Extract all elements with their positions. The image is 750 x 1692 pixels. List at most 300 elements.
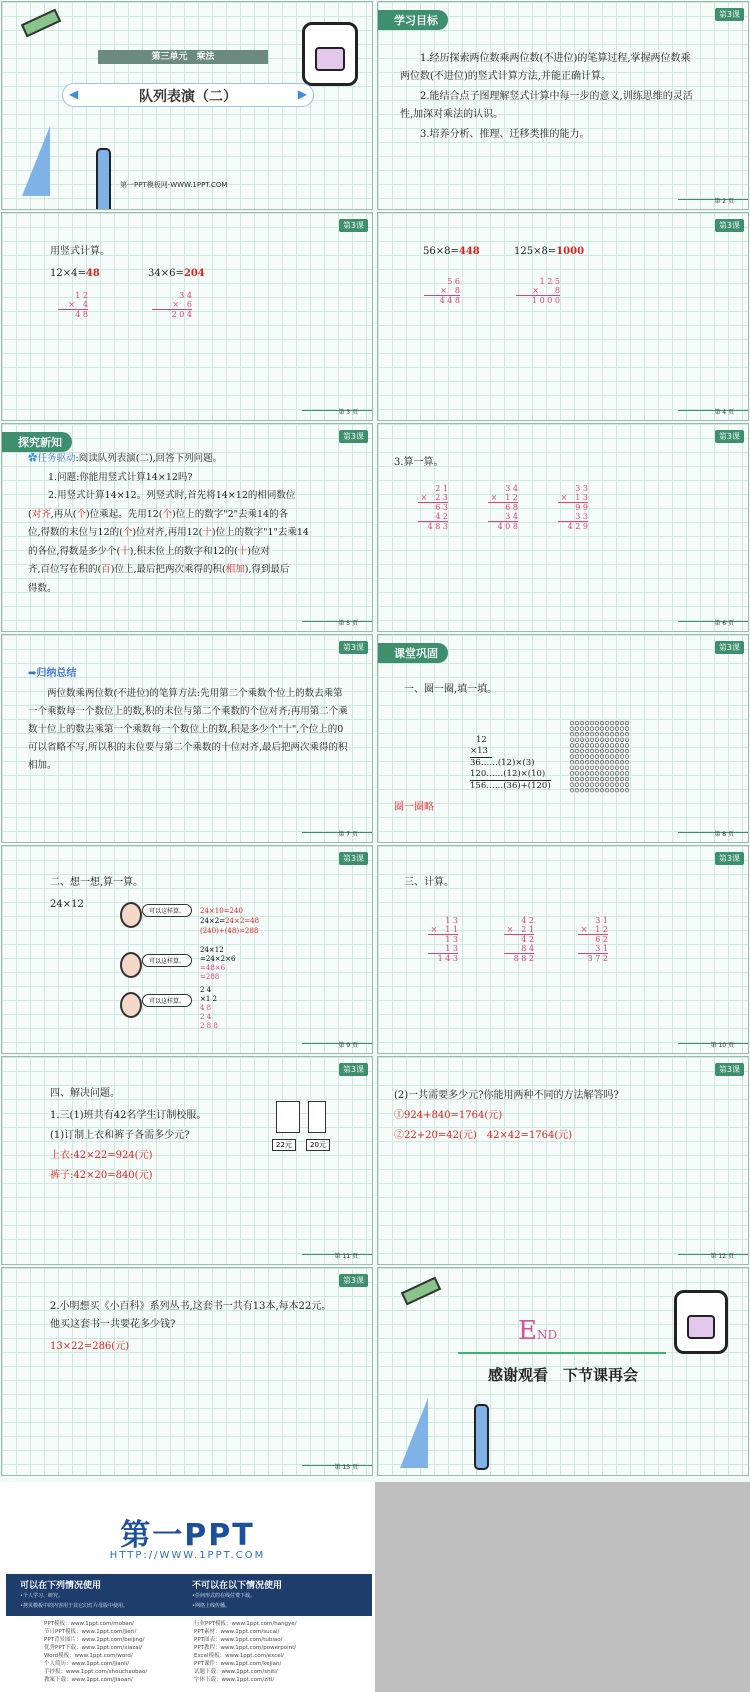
dot — [620, 777, 624, 781]
dot — [615, 766, 619, 770]
lesson-tag: 第3课 — [715, 641, 744, 654]
answer-text: 13×22=286(元) — [50, 1341, 130, 1352]
answer-2: 1000 — [556, 246, 585, 257]
answer-1: ①924+840=1764(元) — [394, 1110, 503, 1121]
triangle-ruler-icon — [22, 126, 50, 196]
child-avatar — [120, 952, 142, 978]
dot — [615, 772, 619, 776]
pen-icon — [96, 148, 111, 210]
footer-link[interactable]: Excel模板：www.1ppt.com/excel/ — [194, 1653, 285, 1659]
circle-calc: 12 ×13 36……(12)×(3) 120……(12)×(10) 156……(36)+(120) — [470, 735, 551, 791]
dot — [575, 783, 579, 787]
dot — [600, 727, 604, 731]
page-number: 第 7 页 — [338, 831, 358, 838]
dot — [595, 727, 599, 731]
child-avatar — [120, 992, 142, 1018]
question-1: 56×8= — [423, 246, 459, 257]
dot — [610, 760, 614, 764]
dot — [585, 721, 589, 725]
dot — [570, 732, 574, 736]
dot — [625, 744, 629, 748]
dot — [580, 777, 584, 781]
summary-body: 两位数乘两位数(不进位)的笔算方法:先用第二个乘数个位上的数去乘第一个乘数每一个数位上的数,积的末位与第二个乘数的个位对齐;再用第二个乘数十位上的数去乘第一个乘数每一个数位上的数,积是多少个"十",个位上的0可以省略不写,所以积的末位要与第二个乘数的十位对齐,最后把两次乘得的积相加。 — [28, 688, 348, 771]
answer-2: 204 — [183, 268, 205, 279]
dot — [590, 766, 594, 770]
triangle-ruler-icon — [400, 1398, 428, 1468]
shirt-icon — [276, 1101, 300, 1133]
vertical-calc-1: 5 6 × 8 4 4 8 — [424, 277, 460, 305]
dot — [615, 777, 619, 781]
dot — [570, 727, 574, 731]
dot — [625, 738, 629, 742]
page-number: 第 12 页 — [710, 1253, 734, 1260]
dot — [590, 732, 594, 736]
dot — [580, 732, 584, 736]
slide-12[interactable] — [377, 1056, 749, 1265]
summary-title: ➡归纳总结 — [28, 668, 77, 679]
page-number: 第 4 页 — [714, 409, 734, 416]
dot — [570, 749, 574, 753]
intro-text: 用竖式计算。 — [50, 246, 110, 257]
dot — [595, 738, 599, 742]
task-paragraph: ✿任务驱动:阅读队列表演(二),回答下列问题。 1.问题:你能用竖式计算14×12吗? 2.用竖式计算14×12。列竖式时,首先将14×12的相同数位 (对齐,再从(个)位乘起。先用12(个)位上的数字"2"去乘14的各 位,得数的末位与12的(个)位对齐,再用12(十)位上的数字"1"去乘14 的各位,得数是多少个(十),积末位上的数字和12的(十)位对 齐,百位写在积的(百)位上,最后把两次乘得的积(相加),得到最后 得数。 — [28, 453, 309, 594]
footer-link[interactable]: 试题下载：www.1ppt.com/shiti/ — [194, 1669, 278, 1675]
intro-text: 一、圈一圈,填一填。 — [404, 684, 498, 695]
dot — [625, 783, 629, 787]
dot — [580, 783, 584, 787]
method-2: 24×12 =24×2×6 =48×6 =288 — [200, 946, 236, 981]
dot — [620, 727, 624, 731]
dot — [595, 788, 599, 792]
dot — [575, 755, 579, 759]
divider — [458, 1352, 666, 1354]
footer-link[interactable]: 行业PPT模板：www.1ppt.com/hangye/ — [194, 1621, 297, 1627]
sub-question: (1)订制上衣和裤子各需多少元? — [50, 1130, 190, 1141]
dot — [575, 727, 579, 731]
lesson-tag: 第3课 — [339, 1063, 368, 1076]
slide-4[interactable] — [377, 212, 749, 421]
dot — [585, 772, 589, 776]
dot — [610, 744, 614, 748]
intro-text: 四、解决问题。 — [50, 1088, 120, 1099]
footer-link[interactable]: PPT课件：www.1ppt.com/kejian/ — [194, 1661, 282, 1667]
dot-grid — [568, 719, 632, 797]
dot — [610, 721, 614, 725]
dot — [600, 783, 604, 787]
page-number: 第 6 页 — [714, 620, 734, 627]
section-header: 学习目标 — [378, 10, 448, 30]
price-tag-shirt: 22元 — [272, 1139, 296, 1151]
dot — [620, 744, 624, 748]
answer-text: 圈一圈略 — [394, 802, 434, 813]
dot — [595, 732, 599, 736]
footer-link[interactable]: 个人简历：www.1ppt.com/jianli/ — [44, 1661, 130, 1667]
page-number: 第 11 页 — [334, 1253, 358, 1260]
dot — [600, 760, 604, 764]
dot — [615, 721, 619, 725]
dot — [605, 772, 609, 776]
slide-5[interactable] — [1, 423, 373, 632]
slide-11[interactable] — [1, 1056, 373, 1265]
dot — [610, 783, 614, 787]
dot — [580, 727, 584, 731]
dot — [600, 788, 604, 792]
dot — [575, 744, 579, 748]
dot — [570, 755, 574, 759]
question-text: (2)一共需要多少元?你能用两种不同的方法解答吗? — [394, 1090, 619, 1101]
method-3: 2 4 ×1 2 4 8 2 4 2 8 8 — [200, 986, 218, 1030]
page-number: 第 13 页 — [334, 1464, 358, 1471]
answer-2: ②22+20=42(元) 42×42=1764(元) — [394, 1130, 573, 1141]
dot — [570, 788, 574, 792]
backpack-icon — [302, 22, 358, 86]
pen-icon — [474, 1404, 489, 1470]
lesson-tag: 第3课 — [339, 219, 368, 232]
dot — [600, 749, 604, 753]
can-2: •拷贝模板中的内容用于其它幻灯片母版中使用。 — [20, 1603, 128, 1609]
dot — [615, 788, 619, 792]
dot — [575, 788, 579, 792]
dot — [580, 760, 584, 764]
dot — [590, 749, 594, 753]
intro-text: 二、想一想,算一算。 — [50, 877, 144, 888]
dot — [595, 749, 599, 753]
vertical-calc-3: 3 1 × 1 2 6 2 3 1 3 7 2 — [578, 916, 608, 963]
slide-9[interactable] — [1, 845, 373, 1054]
page-number: 第 8 页 — [714, 831, 734, 838]
method-1: 24×10=240 24×2=24×2=48 (240)+(48)=288 — [200, 907, 260, 935]
footer-link[interactable]: PPT教程：www.1ppt.com/powerpoint/ — [194, 1645, 297, 1651]
dot — [570, 766, 574, 770]
dot — [575, 777, 579, 781]
goal-2: 2.能结合点子图理解竖式计算中每一步的意义,训练思维的灵活性,加深对乘法的认识。 — [400, 91, 693, 120]
section-header: 课堂巩固 — [378, 643, 448, 663]
vertical-calc-2: 4 2 × 2 1 4 2 8 4 8 8 2 — [504, 916, 534, 963]
dot — [620, 755, 624, 759]
speech-bubble: 可以这样算。 — [142, 904, 192, 917]
dot — [595, 721, 599, 725]
dot — [610, 749, 614, 753]
slide-title: 队列表演（二） — [139, 89, 237, 105]
dot — [590, 783, 594, 787]
dot — [605, 744, 609, 748]
dot — [610, 755, 614, 759]
dot — [595, 777, 599, 781]
dot — [605, 749, 609, 753]
dot — [605, 788, 609, 792]
dot — [600, 744, 604, 748]
dot — [575, 738, 579, 742]
dot — [600, 755, 604, 759]
section-header: 探究新知 — [2, 432, 72, 452]
dot — [580, 772, 584, 776]
dot — [575, 766, 579, 770]
dot — [615, 755, 619, 759]
dot — [605, 738, 609, 742]
dot — [585, 783, 589, 787]
slide-8[interactable] — [377, 634, 749, 843]
can-1: •个人学习、研究。 — [20, 1593, 63, 1599]
intro-text: 3.算一算。 — [394, 457, 444, 468]
lesson-tag: 第3课 — [339, 641, 368, 654]
dot — [585, 755, 589, 759]
dot — [590, 755, 594, 759]
slide-14[interactable] — [377, 1267, 749, 1476]
dot — [570, 744, 574, 748]
dot — [590, 744, 594, 748]
dot — [625, 727, 629, 731]
footer-link[interactable]: PPT素材：www.1ppt.com/sucai/ — [194, 1629, 280, 1635]
page-number: 第 2 页 — [714, 198, 734, 205]
lesson-tag: 第3课 — [715, 8, 744, 21]
footer-url[interactable]: HTTP://WWW.1PPT.COM — [109, 1550, 266, 1561]
dot — [605, 783, 609, 787]
thanks-text: 感谢观看 下节课再会 — [487, 1366, 638, 1384]
question-2: 34×6= — [148, 268, 184, 279]
footer-link[interactable]: PPT模板：www.1ppt.com/moban/ — [44, 1621, 135, 1627]
dot — [570, 777, 574, 781]
price-tag-pants: 20元 — [306, 1139, 330, 1151]
dot — [615, 760, 619, 764]
vertical-calc-1: 1 3 × 1 1 1 3 1 3 1 4 3 — [428, 916, 458, 963]
backpack-icon — [674, 1290, 728, 1354]
dot — [615, 738, 619, 742]
intro-text: 三、计算。 — [404, 877, 454, 888]
dot — [590, 777, 594, 781]
dot — [585, 744, 589, 748]
slide-13[interactable] — [1, 1267, 373, 1476]
answer-2: 裤子:42×20=840(元) — [50, 1170, 153, 1181]
dot — [580, 744, 584, 748]
dot — [620, 732, 624, 736]
vertical-calc-2: 3 4 × 1 2 6 8 3 4 4 0 8 — [488, 484, 518, 531]
dot — [610, 738, 614, 742]
dot — [615, 732, 619, 736]
footer-link[interactable]: 手抄报：www.1ppt.com/shouchaobao/ — [44, 1669, 148, 1675]
dot — [610, 772, 614, 776]
page-number: 第 9 页 — [338, 1042, 358, 1049]
vertical-calc-2: 3 4 × 6 2 0 4 — [152, 291, 192, 319]
can-title: 可以在下列情况使用 — [20, 1581, 102, 1591]
dot — [625, 749, 629, 753]
dot — [625, 766, 629, 770]
goal-3: 3.培养分析、推理、迁移类推的能力。 — [420, 129, 590, 140]
dot — [610, 727, 614, 731]
dot — [590, 772, 594, 776]
footer-logo: 第一PPT — [120, 1518, 255, 1553]
dot — [595, 744, 599, 748]
lesson-tag: 第3课 — [339, 430, 368, 443]
dot — [600, 777, 604, 781]
cannot-1: •任何形式的在线付费下载。 — [192, 1593, 255, 1599]
footer-link[interactable]: PPT背景图片：www.1ppt.com/beijing/ — [44, 1637, 145, 1643]
dot — [575, 732, 579, 736]
ruler-icon — [21, 9, 61, 38]
cannot-title: 不可以在以下情况使用 — [192, 1581, 283, 1591]
dot — [625, 732, 629, 736]
dot — [620, 760, 624, 764]
page-number: 第 5 页 — [338, 620, 358, 627]
dot — [595, 760, 599, 764]
dot — [580, 738, 584, 742]
dot — [625, 755, 629, 759]
dot — [620, 788, 624, 792]
question-2: 125×8= — [514, 246, 557, 257]
goal-1: 1.经历探索两位数乘两位数(不进位)的笔算过程,掌握两位数乘两位数(不进位)的竖式计算方法,并能正确计算。 — [400, 53, 691, 82]
dot — [620, 738, 624, 742]
links-left — [44, 1620, 147, 1684]
unit-label: 第三单元 乘法 — [98, 50, 268, 64]
dot — [585, 777, 589, 781]
dot — [605, 721, 609, 725]
dot — [610, 766, 614, 770]
slide-2[interactable] — [377, 1, 749, 210]
dot — [575, 721, 579, 725]
dot — [625, 777, 629, 781]
dot — [575, 760, 579, 764]
dot — [610, 788, 614, 792]
lesson-tag: 第3课 — [715, 430, 744, 443]
slide-7[interactable] — [1, 634, 373, 843]
child-avatar — [120, 902, 142, 928]
footer-link[interactable]: Word模板：www.1ppt.com/word/ — [44, 1653, 133, 1659]
dot — [600, 772, 604, 776]
dot — [590, 760, 594, 764]
lesson-tag: 第3课 — [715, 219, 744, 232]
slide-1[interactable] — [1, 1, 373, 210]
question-text: 2.小明想买《小百科》系列丛书,这套书一共有13本,每本22元。他买这套书一共要花多少钱? — [50, 1301, 332, 1330]
lesson-tag: 第3课 — [715, 852, 744, 865]
dot — [595, 755, 599, 759]
slide-3[interactable] — [1, 212, 373, 421]
dot — [590, 788, 594, 792]
pants-icon — [308, 1101, 326, 1133]
dot — [575, 749, 579, 753]
dot — [600, 721, 604, 725]
lesson-tag: 第3课 — [339, 1274, 368, 1287]
dot — [610, 777, 614, 781]
lesson-tag: 第3课 — [339, 852, 368, 865]
dot — [580, 788, 584, 792]
dot — [615, 727, 619, 731]
dot — [570, 772, 574, 776]
dot — [580, 755, 584, 759]
footer-link[interactable]: 节日PPT模板：www.1ppt.com/jieri/ — [44, 1629, 137, 1635]
page-number: 第 3 页 — [338, 409, 358, 416]
vertical-calc-1: 2 1 × 2 3 6 3 4 2 4 8 3 — [418, 484, 448, 531]
dot — [625, 721, 629, 725]
dot — [615, 783, 619, 787]
dot — [585, 766, 589, 770]
dot — [580, 749, 584, 753]
empty-area — [375, 1482, 750, 1692]
slide-6[interactable] — [377, 423, 749, 632]
dot — [605, 777, 609, 781]
dot — [570, 760, 574, 764]
dot — [600, 738, 604, 742]
gear-icon: ✿ — [28, 453, 38, 464]
end-mark: END — [518, 1316, 558, 1346]
vertical-calc-3: 3 3 × 1 3 9 9 3 3 4 2 9 — [558, 484, 588, 531]
dot — [625, 772, 629, 776]
answer-1: 上衣:42×22=924(元) — [50, 1150, 153, 1161]
dot — [605, 727, 609, 731]
dot — [620, 772, 624, 776]
dot — [620, 749, 624, 753]
answer-1: 448 — [458, 246, 480, 257]
dot — [605, 760, 609, 764]
dot — [585, 727, 589, 731]
dot — [625, 788, 629, 792]
vertical-calc-1: 1 2 × 4 4 8 — [58, 291, 88, 319]
dot — [615, 744, 619, 748]
lesson-tag: 第3课 — [715, 1063, 744, 1076]
dot — [590, 721, 594, 725]
dot — [600, 732, 604, 736]
dot — [610, 732, 614, 736]
page-number: 第 10 页 — [710, 1042, 734, 1049]
dot — [595, 766, 599, 770]
dot — [605, 755, 609, 759]
speech-bubble: 可以这样算。 — [142, 994, 192, 1007]
dot — [590, 738, 594, 742]
question-1: 12×4= — [50, 268, 86, 279]
cannot-2: •网络上线传播。 — [192, 1603, 230, 1609]
links-right — [194, 1620, 297, 1684]
dot — [575, 772, 579, 776]
speech-bubble: 可以这样算。 — [142, 954, 192, 967]
vertical-calc-2: 1 2 5 × 8 1 0 0 0 — [516, 277, 560, 305]
ruler-icon — [401, 1277, 441, 1306]
dot — [580, 766, 584, 770]
dot — [590, 727, 594, 731]
dot — [570, 721, 574, 725]
question-text: 1.三(1)班共有42名学生订制校服。 — [50, 1110, 207, 1121]
dot — [570, 738, 574, 742]
answer-1: 48 — [85, 268, 100, 279]
dot — [620, 721, 624, 725]
dot — [605, 732, 609, 736]
footer-link[interactable]: 优秀PPT下载：www.1ppt.com/xiazai/ — [44, 1645, 143, 1651]
footer-link[interactable]: 教案下载：www.1ppt.com/jiaoan/ — [44, 1677, 133, 1683]
dot — [620, 783, 624, 787]
dot — [585, 760, 589, 764]
dot — [595, 772, 599, 776]
dot — [620, 766, 624, 770]
next-arrow-icon[interactable]: ▶ — [297, 87, 307, 101]
dot — [580, 721, 584, 725]
dot — [625, 760, 629, 764]
problem-text: 24×12 — [50, 899, 84, 910]
title-bar — [62, 83, 314, 107]
dot — [585, 732, 589, 736]
usage-box — [6, 1574, 372, 1616]
footer-link[interactable]: PPT图表：www.1ppt.com/tubiao/ — [194, 1637, 283, 1643]
dot — [615, 749, 619, 753]
dot — [585, 788, 589, 792]
dot — [605, 766, 609, 770]
dot — [585, 749, 589, 753]
footer-link[interactable]: 字体下载：www.1ppt.com/ziti/ — [194, 1677, 275, 1683]
prev-arrow-icon[interactable]: ◀ — [69, 87, 79, 101]
dot — [570, 783, 574, 787]
arrow-icon: ➡ — [28, 668, 37, 679]
footer-panel — [0, 1482, 375, 1692]
dot — [600, 766, 604, 770]
dot — [585, 738, 589, 742]
dot — [595, 783, 599, 787]
slide-10[interactable] — [377, 845, 749, 1054]
